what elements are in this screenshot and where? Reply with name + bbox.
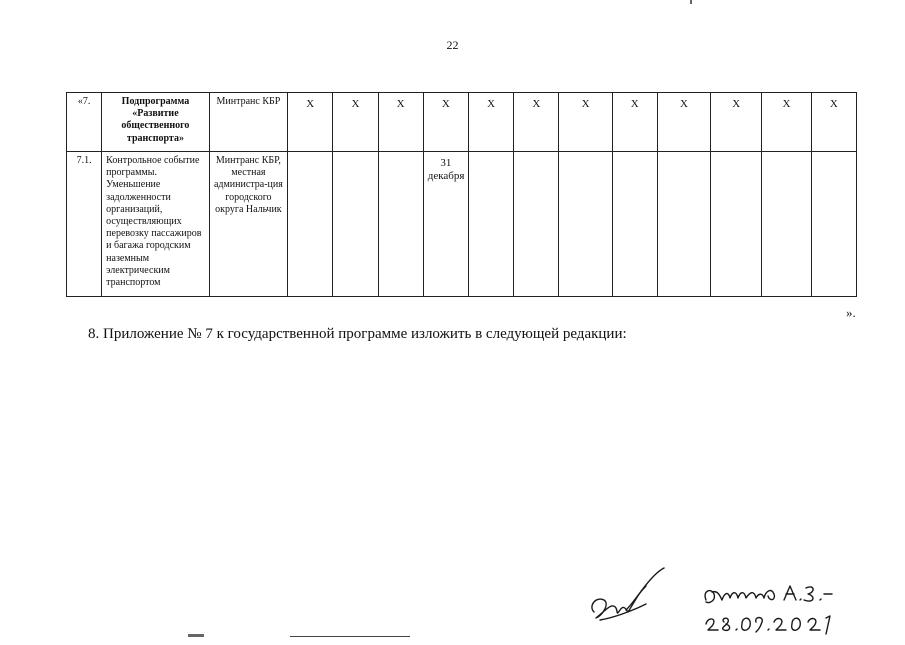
signature-block [586,560,886,640]
page-number: 22 [446,38,459,52]
period-cell [657,152,710,297]
row-name-cell: Подпрограмма «Развитие общественного транспорта» [102,93,210,152]
row-name-cell: Контрольное событие программы. Уменьшение задолженности организаций, осуществляющих перевозку пассажиров и багажа городским наземным электрическим транспортом [102,152,210,297]
period-cell: Х [468,93,513,152]
period-cell: Х [559,93,612,152]
row-executor-cell: Минтранс КБР, местная администра-ция городского округа Нальчик [209,152,287,297]
period-cell: Х [811,93,856,152]
period-cell [559,152,612,297]
row-executor-cell: Минтранс КБР [209,93,287,152]
handwritten-signature [586,560,886,640]
period-cell: Х [288,93,333,152]
period-cell: Х [612,93,657,152]
row-number-cell: «7. [67,93,102,152]
period-cell [514,152,559,297]
footer-rule [290,636,410,637]
period-cell [288,152,333,297]
row-number-cell: 7.1. [67,152,102,297]
paragraph-8: 8. Приложение № 7 к государственной программе изложить в следующей редакции: [88,326,627,342]
period-cell [811,152,856,297]
period-cell: Х [333,93,378,152]
period-cell: Х [423,93,468,152]
period-cell: Х [514,93,559,152]
closing-quote: ». [846,305,856,320]
scan-mark [188,634,204,637]
period-cell: 31 декабря [423,152,468,297]
period-cell [468,152,513,297]
scan-mark [690,0,692,4]
period-cell: Х [762,93,811,152]
period-cell [378,152,423,297]
period-cell [333,152,378,297]
period-cell: Х [657,93,710,152]
period-cell [711,152,762,297]
period-cell [612,152,657,297]
control-events-table [66,92,857,297]
period-cell: Х [711,93,762,152]
period-cell [762,152,811,297]
period-cell: Х [378,93,423,152]
table-row [67,152,857,297]
table-row [67,93,857,152]
